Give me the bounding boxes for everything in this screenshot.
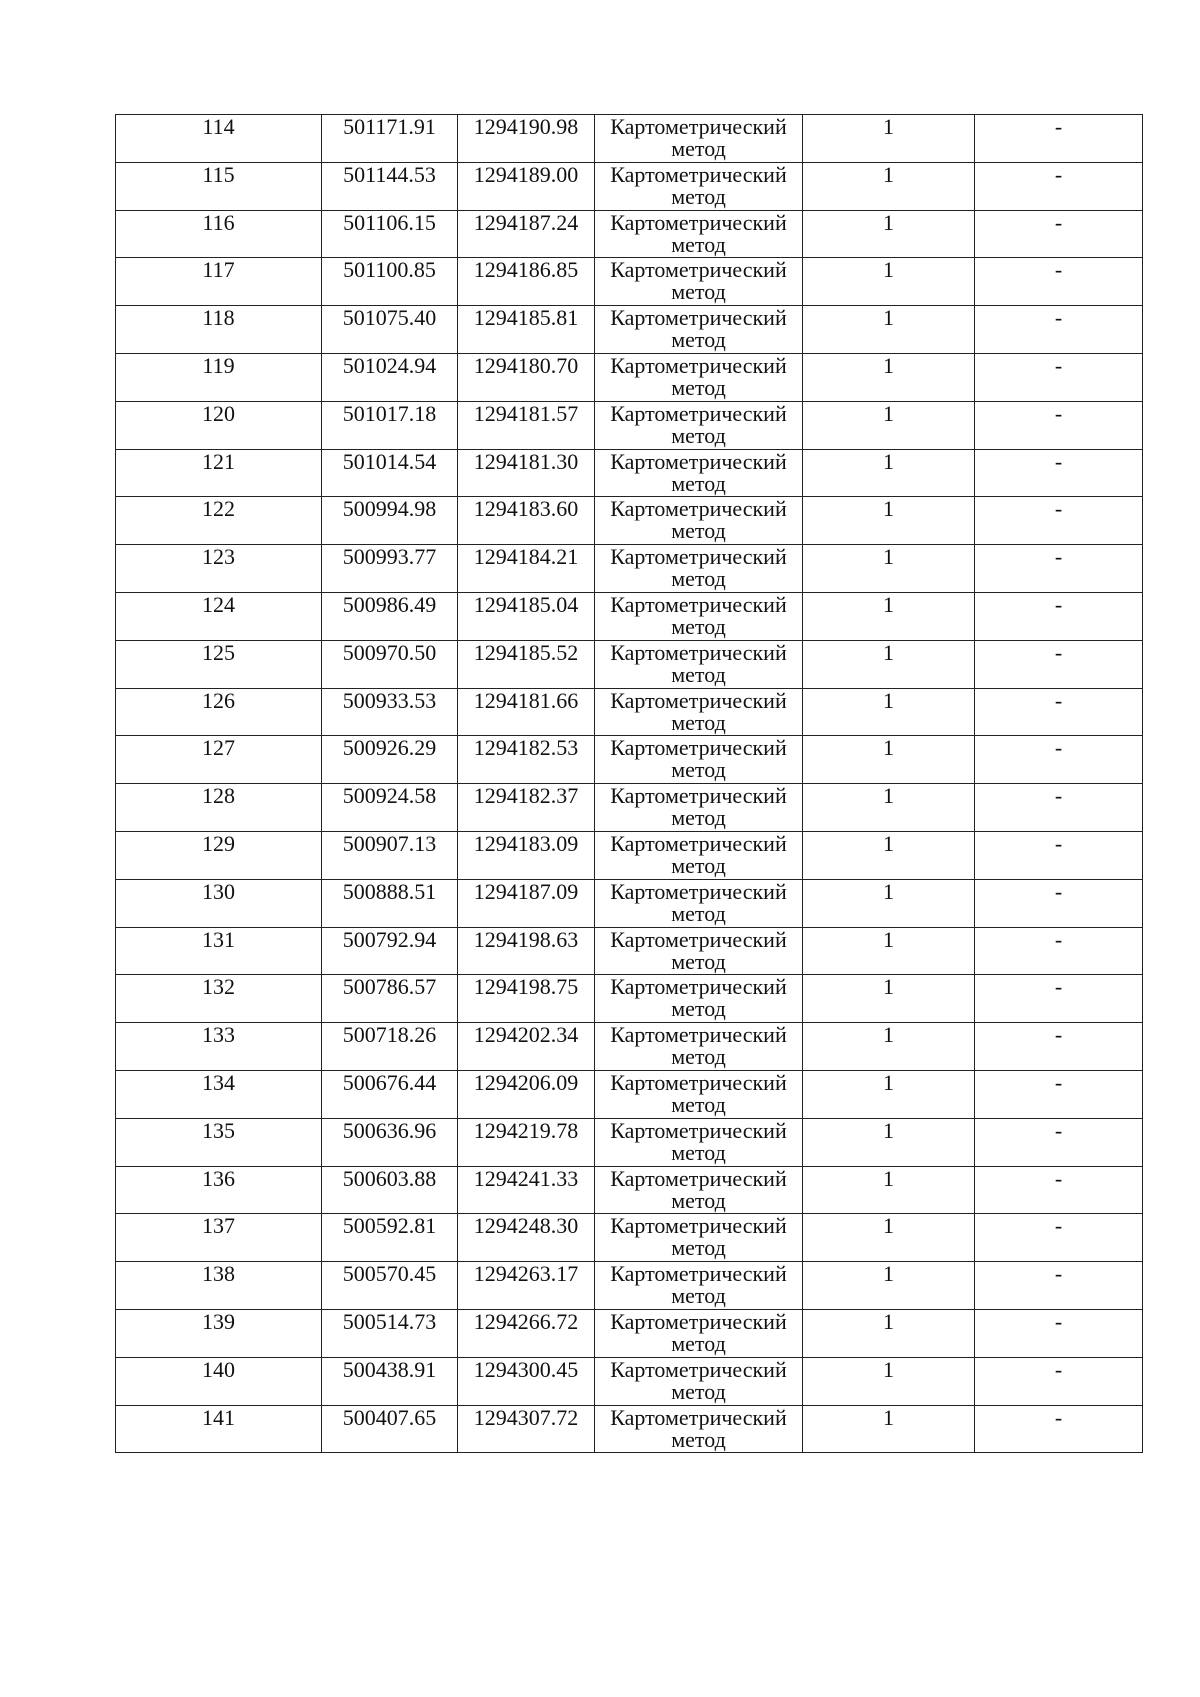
method-line-2: метод	[671, 136, 726, 161]
method-line-2: метод	[671, 1139, 726, 1165]
coordinate-y-cell: 1294182.37	[458, 784, 595, 832]
table-row	[116, 736, 1143, 784]
point-number-cell: 134	[116, 1070, 322, 1118]
coordinate-x-cell: 500676.44	[322, 1070, 458, 1118]
note-cell: -	[975, 736, 1143, 784]
point-number-cell: 118	[116, 306, 322, 354]
coordinate-y-cell: 1294198.63	[458, 927, 595, 975]
accuracy-cell: 1	[803, 210, 975, 258]
coordinate-y-cell: 1294190.98	[458, 115, 595, 163]
table-row	[116, 1214, 1143, 1262]
method-cell	[595, 353, 803, 401]
coordinate-x-cell: 500994.98	[322, 497, 458, 545]
method-cell	[595, 545, 803, 593]
accuracy-cell: 1	[803, 1118, 975, 1166]
point-number-cell: 140	[116, 1357, 322, 1405]
coordinate-x-cell: 500907.13	[322, 831, 458, 879]
coordinate-x-cell: 500592.81	[322, 1214, 458, 1262]
method-line-1: Картометрический	[610, 927, 787, 952]
note-cell: -	[975, 497, 1143, 545]
method-line-1: Картометрический	[610, 449, 787, 474]
table-row	[116, 306, 1143, 354]
point-number-cell: 126	[116, 688, 322, 736]
method-line-2: метод	[671, 1426, 726, 1452]
method-line-1: Картометрический	[610, 257, 787, 283]
note-cell: -	[975, 1309, 1143, 1357]
accuracy-cell: 1	[803, 831, 975, 879]
method-line-2: метод	[671, 1091, 726, 1117]
method-line-1: Картометрический	[610, 162, 787, 187]
coordinate-y-cell: 1294187.09	[458, 879, 595, 927]
point-number-cell: 133	[116, 1023, 322, 1071]
method-cell	[595, 1405, 803, 1453]
method-line-2: метод	[671, 996, 726, 1022]
method-line-2: метод	[671, 805, 726, 831]
method-line-1: Картометрический	[610, 831, 787, 856]
table-row	[116, 497, 1143, 545]
method-line-1: Картометрический	[610, 1261, 787, 1287]
note-cell: -	[975, 688, 1143, 736]
accuracy-cell: 1	[803, 449, 975, 497]
note-cell: -	[975, 640, 1143, 688]
accuracy-cell: 1	[803, 545, 975, 593]
table-row	[116, 1309, 1143, 1357]
coordinate-x-cell: 500924.58	[322, 784, 458, 832]
point-number-cell: 138	[116, 1262, 322, 1310]
table-row	[116, 353, 1143, 401]
coordinate-y-cell: 1294186.85	[458, 258, 595, 306]
method-cell	[595, 640, 803, 688]
method-line-2: метод	[671, 1283, 726, 1309]
point-number-cell: 115	[116, 162, 322, 210]
accuracy-cell: 1	[803, 401, 975, 449]
note-cell: -	[975, 831, 1143, 879]
table-row	[116, 1262, 1143, 1310]
method-line-1: Картометрический	[610, 210, 787, 235]
coordinate-y-cell: 1294185.52	[458, 640, 595, 688]
accuracy-cell: 1	[803, 879, 975, 927]
table-row	[116, 258, 1143, 306]
accuracy-cell: 1	[803, 640, 975, 688]
table-row	[116, 210, 1143, 258]
point-number-cell: 139	[116, 1309, 322, 1357]
accuracy-cell: 1	[803, 353, 975, 401]
method-cell	[595, 831, 803, 879]
note-cell: -	[975, 258, 1143, 306]
table-row	[116, 162, 1143, 210]
method-line-1: Картометрический	[610, 640, 787, 665]
method-cell	[595, 210, 803, 258]
method-line-2: метод	[671, 1235, 726, 1261]
coordinate-y-cell: 1294241.33	[458, 1166, 595, 1214]
method-cell	[595, 1357, 803, 1405]
method-line-1: Картометрический	[610, 305, 787, 331]
method-cell	[595, 736, 803, 784]
coordinate-y-cell: 1294198.75	[458, 975, 595, 1023]
note-cell: -	[975, 1118, 1143, 1166]
coordinate-x-cell: 500792.94	[322, 927, 458, 975]
coordinate-x-cell: 500438.91	[322, 1357, 458, 1405]
table-row	[116, 1166, 1143, 1214]
method-cell	[595, 1262, 803, 1310]
method-line-1: Картометрический	[610, 783, 787, 809]
accuracy-cell: 1	[803, 162, 975, 210]
method-cell	[595, 1214, 803, 1262]
method-line-1: Картометрический	[610, 496, 787, 522]
method-line-1: Картометрический	[610, 974, 787, 1000]
method-line-1: Картометрический	[610, 1166, 787, 1191]
coordinate-x-cell: 500603.88	[322, 1166, 458, 1214]
method-line-1: Картометрический	[610, 688, 787, 713]
coordinate-x-cell: 500718.26	[322, 1023, 458, 1071]
point-number-cell: 127	[116, 736, 322, 784]
accuracy-cell: 1	[803, 115, 975, 163]
coordinate-y-cell: 1294266.72	[458, 1309, 595, 1357]
coordinates-table-body	[116, 115, 1143, 1453]
accuracy-cell: 1	[803, 306, 975, 354]
accuracy-cell: 1	[803, 784, 975, 832]
method-line-2: метод	[671, 183, 726, 209]
coordinate-x-cell: 500636.96	[322, 1118, 458, 1166]
point-number-cell: 136	[116, 1166, 322, 1214]
coordinate-y-cell: 1294185.81	[458, 306, 595, 354]
coordinate-x-cell: 500888.51	[322, 879, 458, 927]
note-cell: -	[975, 927, 1143, 975]
note-cell: -	[975, 306, 1143, 354]
accuracy-cell: 1	[803, 1262, 975, 1310]
coordinate-x-cell: 501106.15	[322, 210, 458, 258]
table-row	[116, 975, 1143, 1023]
coordinate-x-cell: 500993.77	[322, 545, 458, 593]
method-line-1: Картометрический	[610, 1070, 787, 1095]
coordinate-x-cell: 500926.29	[322, 736, 458, 784]
note-cell: -	[975, 975, 1143, 1023]
accuracy-cell: 1	[803, 1070, 975, 1118]
coordinate-y-cell: 1294184.21	[458, 545, 595, 593]
coordinate-y-cell: 1294180.70	[458, 353, 595, 401]
accuracy-cell: 1	[803, 927, 975, 975]
method-line-2: метод	[671, 900, 726, 926]
method-line-2: метод	[671, 852, 726, 878]
accuracy-cell: 1	[803, 1166, 975, 1214]
coordinate-y-cell: 1294182.53	[458, 736, 595, 784]
note-cell: -	[975, 353, 1143, 401]
method-line-1: Картометрический	[610, 544, 787, 570]
note-cell: -	[975, 879, 1143, 927]
note-cell: -	[975, 210, 1143, 258]
method-line-1: Картометрический	[610, 1309, 787, 1334]
method-line-1: Картометрический	[610, 1405, 787, 1430]
point-number-cell: 124	[116, 592, 322, 640]
coordinate-x-cell: 500407.65	[322, 1405, 458, 1453]
method-line-2: метод	[671, 661, 726, 687]
point-number-cell: 130	[116, 879, 322, 927]
point-number-cell: 135	[116, 1118, 322, 1166]
table-row	[116, 545, 1143, 593]
note-cell: -	[975, 545, 1143, 593]
method-line-2: метод	[671, 1378, 726, 1404]
coordinate-x-cell: 500933.53	[322, 688, 458, 736]
method-cell	[595, 879, 803, 927]
point-number-cell: 137	[116, 1214, 322, 1262]
method-cell	[595, 784, 803, 832]
method-line-1: Картометрический	[610, 401, 787, 426]
coordinate-y-cell: 1294183.09	[458, 831, 595, 879]
method-line-1: Картометрический	[610, 879, 787, 904]
method-line-2: метод	[671, 948, 726, 974]
table-row	[116, 1070, 1143, 1118]
coordinate-y-cell: 1294300.45	[458, 1357, 595, 1405]
accuracy-cell: 1	[803, 1023, 975, 1071]
method-line-1: Картометрический	[610, 1213, 787, 1239]
coordinate-y-cell: 1294183.60	[458, 497, 595, 545]
method-cell	[595, 1070, 803, 1118]
method-cell	[595, 1118, 803, 1166]
coordinate-x-cell: 501017.18	[322, 401, 458, 449]
coordinate-y-cell: 1294181.66	[458, 688, 595, 736]
accuracy-cell: 1	[803, 688, 975, 736]
method-cell	[595, 162, 803, 210]
method-cell	[595, 927, 803, 975]
coordinate-x-cell: 501144.53	[322, 162, 458, 210]
method-cell	[595, 1023, 803, 1071]
point-number-cell: 128	[116, 784, 322, 832]
method-line-1: Картометрический	[610, 1357, 787, 1382]
table-row	[116, 1405, 1143, 1453]
method-cell	[595, 115, 803, 163]
coordinate-y-cell: 1294181.30	[458, 449, 595, 497]
method-line-2: метод	[671, 757, 726, 783]
coordinate-y-cell: 1294219.78	[458, 1118, 595, 1166]
method-cell	[595, 1166, 803, 1214]
table-row	[116, 449, 1143, 497]
point-number-cell: 141	[116, 1405, 322, 1453]
table-row	[116, 1357, 1143, 1405]
coordinate-y-cell: 1294181.57	[458, 401, 595, 449]
coordinate-y-cell: 1294206.09	[458, 1070, 595, 1118]
point-number-cell: 114	[116, 115, 322, 163]
point-number-cell: 119	[116, 353, 322, 401]
method-line-1: Картометрический	[610, 1118, 787, 1143]
table-row	[116, 401, 1143, 449]
coordinate-y-cell: 1294263.17	[458, 1262, 595, 1310]
table-row	[116, 688, 1143, 736]
note-cell: -	[975, 1405, 1143, 1453]
note-cell: -	[975, 1166, 1143, 1214]
accuracy-cell: 1	[803, 258, 975, 306]
coordinate-y-cell: 1294202.34	[458, 1023, 595, 1071]
note-cell: -	[975, 1357, 1143, 1405]
coordinate-x-cell: 501014.54	[322, 449, 458, 497]
coordinate-x-cell: 500570.45	[322, 1262, 458, 1310]
method-line-1: Картометрический	[610, 592, 787, 617]
coordinate-x-cell: 500514.73	[322, 1309, 458, 1357]
note-cell: -	[975, 1214, 1143, 1262]
method-cell	[595, 449, 803, 497]
table-row	[116, 1023, 1143, 1071]
point-number-cell: 121	[116, 449, 322, 497]
method-line-2: метод	[671, 422, 726, 448]
table-row	[116, 640, 1143, 688]
note-cell: -	[975, 1070, 1143, 1118]
method-line-2: метод	[671, 231, 726, 257]
coordinate-x-cell: 501024.94	[322, 353, 458, 401]
method-line-2: метод	[671, 327, 726, 353]
coordinate-y-cell: 1294248.30	[458, 1214, 595, 1262]
method-cell	[595, 306, 803, 354]
method-line-2: метод	[671, 470, 726, 496]
note-cell: -	[975, 592, 1143, 640]
table-row	[116, 1118, 1143, 1166]
method-line-2: метод	[671, 1044, 726, 1070]
accuracy-cell: 1	[803, 1309, 975, 1357]
point-number-cell: 120	[116, 401, 322, 449]
method-line-2: метод	[671, 613, 726, 639]
method-line-2: метод	[671, 279, 726, 305]
coordinate-x-cell: 501171.91	[322, 115, 458, 163]
accuracy-cell: 1	[803, 975, 975, 1023]
table-row	[116, 879, 1143, 927]
coordinate-y-cell: 1294187.24	[458, 210, 595, 258]
table-row	[116, 784, 1143, 832]
method-line-1: Картометрический	[610, 353, 787, 378]
table-row	[116, 592, 1143, 640]
accuracy-cell: 1	[803, 1405, 975, 1453]
method-cell	[595, 592, 803, 640]
method-cell	[595, 688, 803, 736]
point-number-cell: 122	[116, 497, 322, 545]
note-cell: -	[975, 401, 1143, 449]
method-cell	[595, 975, 803, 1023]
accuracy-cell: 1	[803, 736, 975, 784]
method-line-2: метод	[671, 566, 726, 592]
table-row	[116, 927, 1143, 975]
method-line-1: Картометрический	[610, 1022, 787, 1048]
coordinate-x-cell: 500970.50	[322, 640, 458, 688]
point-number-cell: 116	[116, 210, 322, 258]
method-line-1: Картометрический	[610, 735, 787, 761]
coordinate-y-cell: 1294307.72	[458, 1405, 595, 1453]
point-number-cell: 123	[116, 545, 322, 593]
point-number-cell: 125	[116, 640, 322, 688]
coordinate-x-cell: 501075.40	[322, 306, 458, 354]
point-number-cell: 129	[116, 831, 322, 879]
note-cell: -	[975, 1262, 1143, 1310]
coordinate-y-cell: 1294185.04	[458, 592, 595, 640]
method-line-2: метод	[671, 1330, 726, 1356]
point-number-cell: 132	[116, 975, 322, 1023]
method-cell	[595, 497, 803, 545]
table-row	[116, 115, 1143, 163]
method-line-2: метод	[671, 374, 726, 400]
coordinate-x-cell: 501100.85	[322, 258, 458, 306]
note-cell: -	[975, 784, 1143, 832]
note-cell: -	[975, 1023, 1143, 1071]
note-cell: -	[975, 162, 1143, 210]
coordinate-y-cell: 1294189.00	[458, 162, 595, 210]
method-cell	[595, 401, 803, 449]
accuracy-cell: 1	[803, 1214, 975, 1262]
method-cell	[595, 258, 803, 306]
method-line-2: метод	[671, 1187, 726, 1213]
point-number-cell: 117	[116, 258, 322, 306]
point-number-cell: 131	[116, 927, 322, 975]
note-cell: -	[975, 115, 1143, 163]
method-cell	[595, 1309, 803, 1357]
method-line-2: метод	[671, 709, 726, 735]
method-line-2: метод	[671, 518, 726, 544]
table-row	[116, 831, 1143, 879]
accuracy-cell: 1	[803, 592, 975, 640]
method-line-1: Картометрический	[610, 114, 787, 139]
accuracy-cell: 1	[803, 497, 975, 545]
accuracy-cell: 1	[803, 1357, 975, 1405]
coordinate-x-cell: 500786.57	[322, 975, 458, 1023]
coordinate-x-cell: 500986.49	[322, 592, 458, 640]
coordinates-table	[115, 114, 1143, 1453]
note-cell: -	[975, 449, 1143, 497]
